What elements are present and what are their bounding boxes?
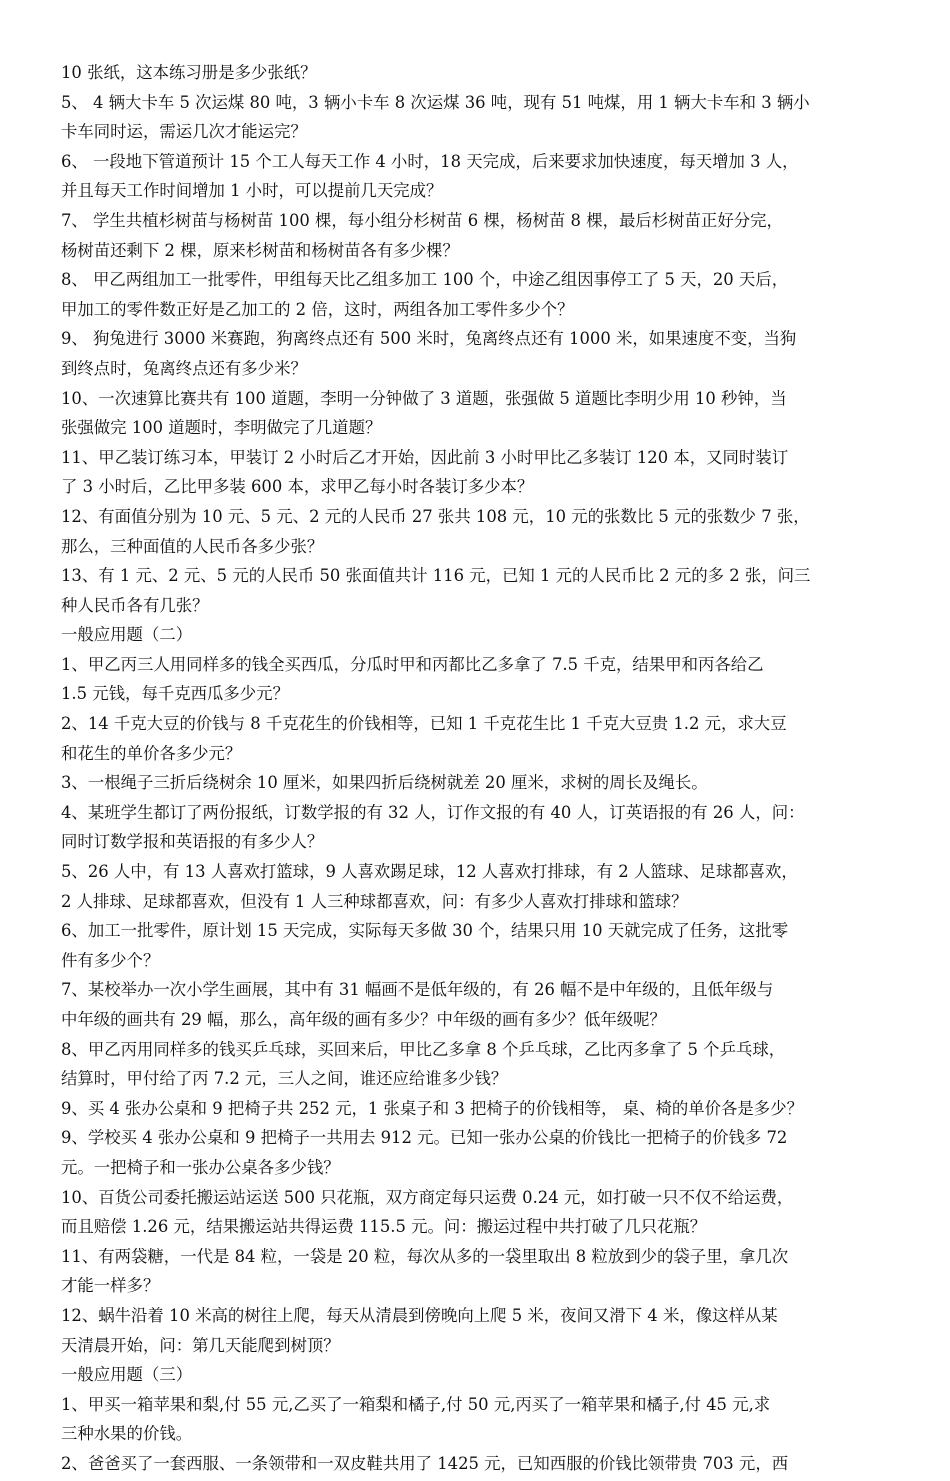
text-line: 3、一根绳子三折后绕树余 10 厘米，如果四折后绕树就差 20 厘米，求树的周长及绳长。 <box>61 773 708 793</box>
text-line: 11、有两袋糖，一代是 84 粒，一袋是 20 粒，每次从多的一袋里取出 8 粒放到少的袋子里，拿几次 <box>61 1246 789 1266</box>
text-line: 7、 学生共植杉树苗与杨树苗 100 棵，每小组分杉树苗 6 棵，杨树苗 8 棵，最后杉树苗正好分完， <box>61 210 783 230</box>
text-line: 10、百货公司委托搬运站运送 500 只花瓶，双方商定每只运费 0.24 元，如打破一只不仅不给运费， <box>61 1187 794 1207</box>
text-line: 同时订数学报和英语报的有多少人？ <box>61 832 324 852</box>
text-line: 三种水果的价钱。 <box>61 1424 193 1444</box>
text-line: 9、买 4 张办公桌和 9 把椅子共 252 元，1 张桌子和 3 把椅子的价钱相等， 桌、椅的单价各是多少？ <box>61 1098 803 1118</box>
text-line: 12、蜗牛沿着 10 米高的树往上爬，每天从清晨到傍晚向上爬 5 米，夜间又滑下 4 米，像这样从某 <box>61 1305 778 1325</box>
text-line: 6、 一段地下管道预计 15 个工人每天工作 4 小时，18 天完成，后来要求加快速度，每天增加 3 人， <box>61 151 799 171</box>
text-line: 11、甲乙装订练习本，甲装订 2 小时后乙才开始，因此前 3 小时甲比乙多装订 120 本，又同时装订 <box>61 447 789 467</box>
text-line: 2、爸爸买了一套西服、一条领带和一双皮鞋共用了 1425 元，已知西服的价钱比领带贵 703 元，西 <box>61 1453 789 1473</box>
text-line: 1.5 元钱，每千克西瓜多少元？ <box>61 684 289 704</box>
text-line: 12、有面值分别为 10 元、5 元、2 元的人民币 27 张共 108 元，10 元的张数比 5 元的张数少 7 张， <box>61 506 810 526</box>
text-line: 1、甲乙丙三人用同样多的钱全买西瓜，分瓜时甲和丙都比乙多拿了 7.5 千克，结果甲和丙各给乙 <box>61 654 764 674</box>
text-line: 卡车同时运，需运几次才能运完？ <box>61 122 307 142</box>
text-line: 8、 甲乙两组加工一批零件，甲组每天比乙组多加工 100 个，中途乙组因事停工了 5 天，20 天后， <box>61 270 789 290</box>
text-line: 7、某校举办一次小学生画展，其中有 31 幅画不是低年级的，有 26 幅不是中年级的，且低年级与 <box>61 980 774 1000</box>
section-heading: 一般应用题（三） <box>61 1365 193 1385</box>
text-line: 9、 狗兔进行 3000 米赛跑，狗离终点还有 500 米时，兔离终点还有 1000 米，如果速度不变，当狗 <box>61 329 797 349</box>
section-heading: 一般应用题（二） <box>61 625 193 645</box>
text-line: 天清晨开始，问：第几天能爬到树顶？ <box>61 1335 340 1355</box>
text-line: 6、加工一批零件，原计划 15 天完成，实际每天多做 30 个，结果只用 10 天就完成了任务，这批零 <box>61 921 789 941</box>
document-page <box>61 60 891 1481</box>
text-line: 张强做完 100 道题时，李明做完了几道题？ <box>61 418 382 438</box>
text-line: 13、有 1 元、2 元、5 元的人民币 50 张面值共计 116 元，已知 1 元的人民币比 2 元的多 2 张，问三 <box>61 566 811 586</box>
text-line: 2 人排球、足球都喜欢，但没有 1 人三种球都喜欢，问：有多少人喜欢打排球和篮球？ <box>61 891 688 911</box>
text-line: 10、一次速算比赛共有 100 道题，李明一分钟做了 3 道题，张强做 5 道题比李明少用 10 秒钟，当 <box>61 388 787 408</box>
text-line: 10 张纸，这本练习册是多少张纸？ <box>61 63 317 82</box>
text-line: 并且每天工作时间增加 1 小时，可以提前几天完成？ <box>61 181 443 201</box>
text-line: 和花生的单价各多少元？ <box>61 743 242 763</box>
text-line: 件有多少个？ <box>61 950 160 970</box>
text-line: 才能一样多？ <box>61 1276 160 1296</box>
text-line: 种人民币各有几张？ <box>61 595 209 615</box>
text-line: 4、某班学生都订了两份报纸，订数学报的有 32 人，订作文报的有 40 人，订英语报的有 26 人，问： <box>61 802 805 822</box>
text-line: 甲加工的零件数正好是乙加工的 2 倍，这时，两组各加工零件多少个？ <box>61 299 574 319</box>
text-line: 结算时，甲付给了丙 7.2 元，三人之间，谁还应给谁多少钱？ <box>61 1069 508 1089</box>
text-line: 1、甲买一箱苹果和梨,付 55 元,乙买了一箱梨和橘子,付 50 元,丙买了一箱苹果和橘子,付 45 元,求 <box>61 1394 771 1414</box>
text-line: 而且赔偿 1.26 元，结果搬运站共得运费 115.5 元。问：搬运过程中共打破了几只花瓶？ <box>61 1217 707 1237</box>
text-line: 杨树苗还剩下 2 棵，原来杉树苗和杨树苗各有多少棵？ <box>61 240 459 260</box>
text-line: 到终点时，兔离终点还有多少米？ <box>61 358 307 378</box>
text-line: 元。一把椅子和一张办公桌各多少钱？ <box>61 1157 340 1177</box>
text-line: 了 3 小时后，乙比甲多装 600 本，求甲乙每小时各装订多少本？ <box>61 477 534 497</box>
text-line: 那么，三种面值的人民币各多少张？ <box>61 536 324 556</box>
text-line: 5、 4 辆大卡车 5 次运煤 80 吨，3 辆小卡车 8 次运煤 36 吨，现有 51 吨煤，用 1 辆大卡车和 3 辆小 <box>61 92 810 112</box>
text-line: 8、甲乙丙用同样多的钱买乒乓球，买回来后，甲比乙多拿 8 个乒乓球，乙比丙多拿了 5 个乒乓球， <box>61 1039 786 1059</box>
text-line: 5、26 人中，有 13 人喜欢打篮球，9 人喜欢踢足球，12 人喜欢打排球，有 2 人篮球、足球都喜欢， <box>61 862 798 882</box>
text-line: 2、14 千克大豆的价钱与 8 千克花生的价钱相等，已知 1 千克花生比 1 千克大豆贵 1.2 元，求大豆 <box>61 714 787 734</box>
text-line: 9、学校买 4 张办公桌和 9 把椅子一共用去 912 元。已知一张办公桌的价钱比一把椅子的价钱多 72 <box>61 1128 788 1148</box>
text-line: 中年级的画共有 29 幅，那么，高年级的画有多少？中年级的画有多少？低年级呢？ <box>61 1010 666 1029</box>
